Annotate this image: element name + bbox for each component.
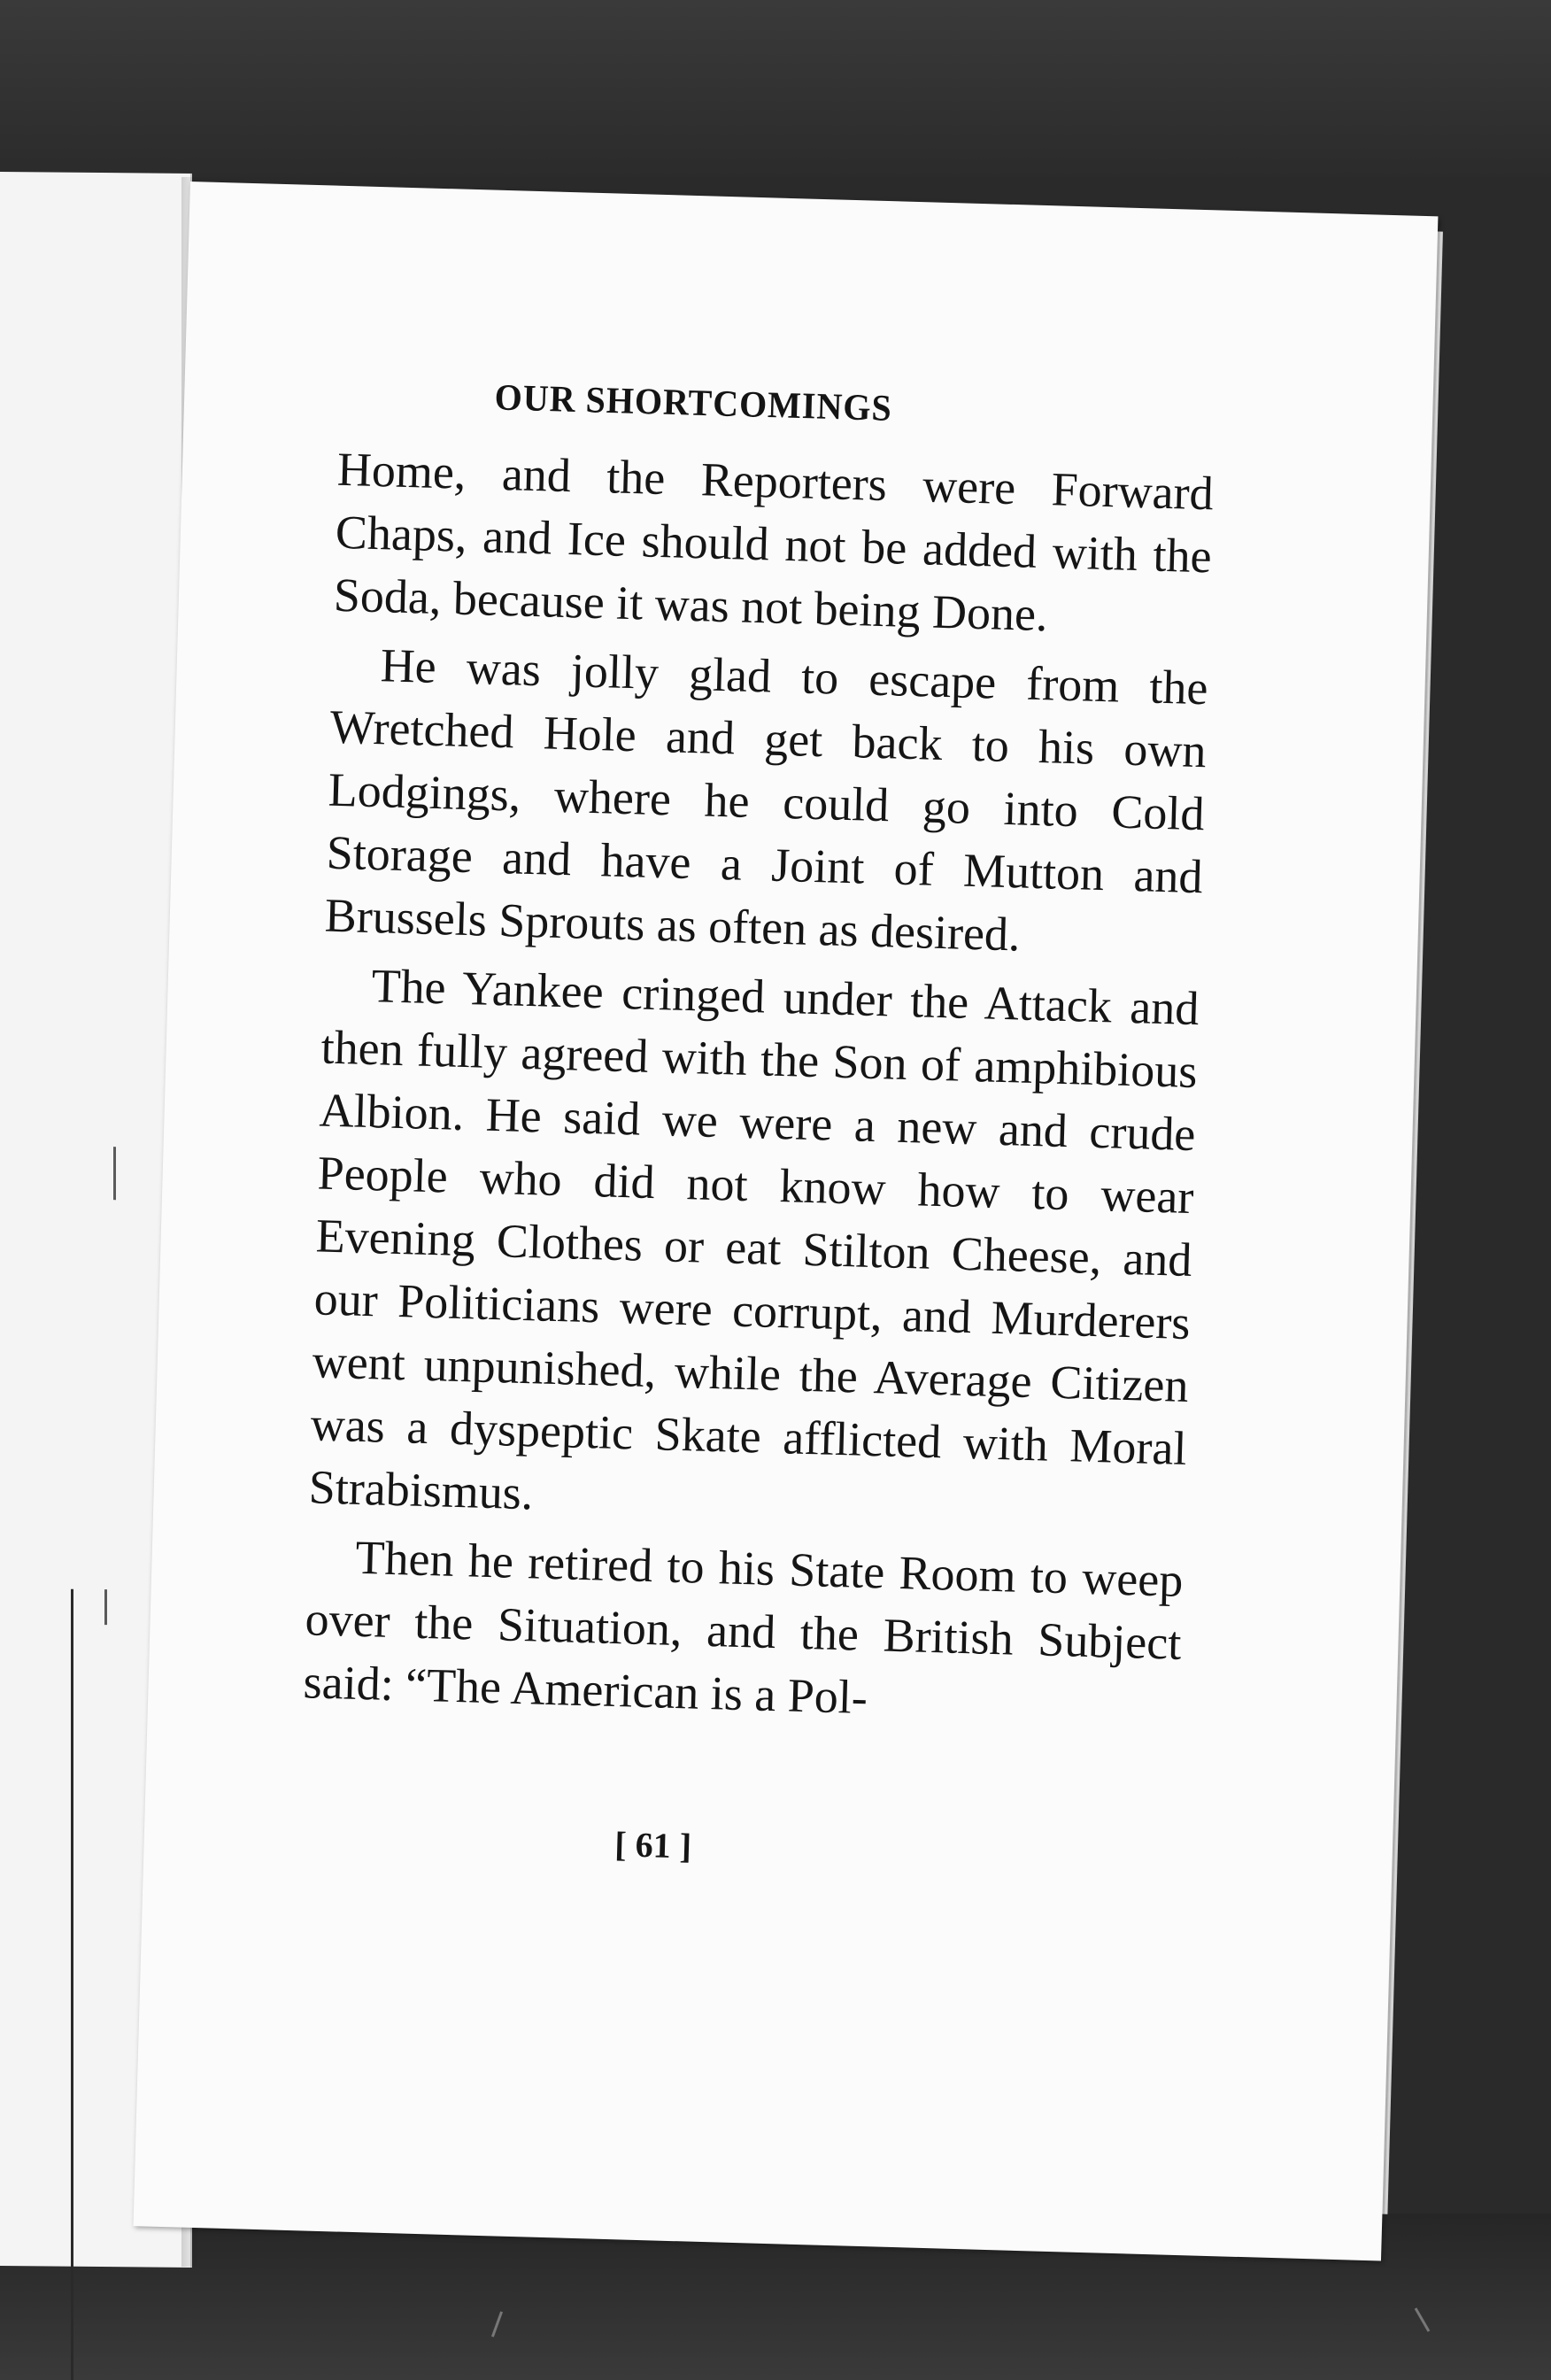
page-edge-line <box>71 1589 73 2380</box>
page-mark <box>104 1589 107 1625</box>
page-number: [ 61 ] <box>613 1824 692 1866</box>
scanner-background-top <box>0 0 1551 177</box>
page-mark <box>113 1147 116 1200</box>
paragraph-4: Then he retired to his State Room to weep over the Situation, and the British Subject said: “The American is a Pol- <box>302 1530 1184 1725</box>
running-head: OUR SHORTCOMINGS <box>494 375 893 429</box>
body-text <box>303 438 1215 1738</box>
book-page <box>134 182 1439 2260</box>
paragraph-2: He was jolly glad to escape from the Wretched Hole and get back to his own Lodgings, where he could go into Cold Storage and have a Joint of Mutton and Brussels Sprouts as often as desired. <box>324 638 1209 962</box>
paragraph-3: The Yankee cringed under the Attack and then fully agreed with the Son of amphibious Albion. He said we were a new and crude People who did not know how to wear Evening Clothes or eat Stilton Cheese, and our Politicians were corrupt, and Murderers went unpunished, while the Average Citizen was a dyspeptic Skate afflicted with Moral Strabismus. <box>308 959 1200 1520</box>
paragraph-1: Home, and the Reporters were Forward Chaps, and Ice should not be added with the Soda, because it was not being Done. <box>333 442 1215 642</box>
